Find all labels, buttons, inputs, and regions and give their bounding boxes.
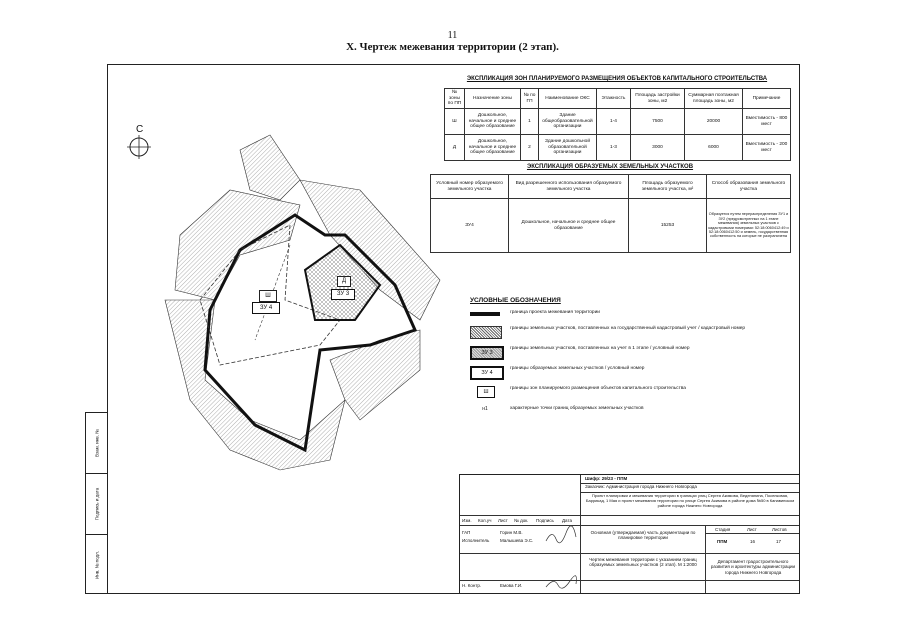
table1-title: ЭКСПЛИКАЦИЯ ЗОН ПЛАНИРУЕМОГО РАЗМЕЩЕНИЯ ОБЪЕКТОВ КАПИТАЛЬНОГО СТРОИТЕЛЬСТВА <box>466 76 768 82</box>
tb-stage-header: Стадия <box>715 527 731 532</box>
cell: Здание общеобразовательной организации <box>539 109 597 135</box>
tb-sheets-value: 17 <box>776 539 782 544</box>
signature-mark <box>544 525 578 547</box>
cell: 20000 <box>685 109 743 135</box>
cell: Здание дошкольной образовательной организации <box>539 135 597 161</box>
tb-name-control: Емова Г.И. <box>500 583 523 588</box>
legend-point-symbol: н1 <box>482 406 488 412</box>
cell: 2 <box>521 135 539 161</box>
tb-sheets-header: Листов <box>772 527 787 532</box>
legend-item <box>470 310 760 320</box>
legend-title: УСЛОВНЫЕ ОБОЗНАЧЕНИЯ <box>470 297 561 304</box>
cell: Образуется путем перераспределения ЗУ1 и ЗУ2 (предусмотренных на 1 этапе межевания) земельных участков с кадастровыми номерами: 52:18:0060412:49 и 52:18:0060412:50 и земель, государственная собственность на которые не разграничена <box>707 199 791 253</box>
cell: 6000 <box>685 135 743 161</box>
legend-item <box>470 346 760 360</box>
tb-col-izm: Изм. <box>462 518 472 523</box>
table-row <box>445 135 791 161</box>
cell: Дошкольное, начальное и среднее общее образование <box>465 109 521 135</box>
th-purpose: Назначение зоны <box>465 89 521 109</box>
legend-zu3-symbol: ЗУ 3 <box>470 346 504 360</box>
zone-school-label: Ш <box>259 290 277 302</box>
legend-text: границы земельных участков, поставленных на учет в 1 этапе / условный номер <box>510 346 690 351</box>
tb-name-gap: Горин М.В. <box>500 530 523 535</box>
tb-drawing: Чертеж межевания территории с указанием границ образуемых земельных участков (2 этап). М 1:2000 <box>589 557 697 568</box>
signature-mark <box>544 575 578 591</box>
tb-role-gap: ГАП <box>462 530 471 535</box>
th-gp-no: № по ГП <box>521 89 539 109</box>
plot-zu4-label: ЗУ 4 <box>252 302 280 314</box>
tb-role-exec: Исполнитель <box>462 538 490 543</box>
th-zone-no: № зоны по ПП <box>445 89 465 109</box>
tb-col-koluch: Кол.уч <box>478 518 492 523</box>
cell: 1-4 <box>597 109 631 135</box>
th-floors: Этажность <box>597 89 631 109</box>
legend-zu4-symbol: ЗУ 4 <box>470 366 504 380</box>
legend-item <box>470 366 760 380</box>
legend-text: границы земельных участков, поставленных на государственный кадастровый учет / кадастровый номер <box>510 326 746 331</box>
table-plots <box>430 174 791 253</box>
legend-project-boundary-swatch <box>470 312 500 316</box>
parcel-north-small <box>240 135 300 200</box>
stamp-inv-original: Инв. № подл. <box>94 550 100 579</box>
th-plot-no: Условный номер образуемого земельного участка <box>431 175 509 199</box>
tb-name-exec: Малышева Э.С. <box>500 538 534 543</box>
tb-col-signature: Подпись <box>536 518 554 523</box>
cell: Дошкольное, начальное и среднее общее образование <box>509 199 629 253</box>
page-number: 11 <box>447 30 458 41</box>
cell: 1 <box>521 109 539 135</box>
legend-text: граница проекта межевания территории <box>510 310 600 315</box>
tb-col-doc: № док. <box>514 518 529 523</box>
legend-item <box>470 406 760 420</box>
cell: 15253 <box>629 199 707 253</box>
table2-title: ЭКСПЛИКАЦИЯ ОБРАЗУЕМЫХ ЗЕМЕЛЬНЫХ УЧАСТКОВ <box>526 164 694 170</box>
table-row <box>431 199 791 253</box>
legend-cadastral-swatch <box>470 326 502 339</box>
legend-text: границы зон планируемого размещения объектов капитального строительства <box>510 386 686 391</box>
th-note: Примечание <box>743 89 791 109</box>
table-zones <box>444 88 791 161</box>
cell: 3000 <box>631 135 685 161</box>
north-label: С <box>136 124 144 135</box>
th-usage: Вид разрешенного использования образуемого земельного участка <box>509 175 629 199</box>
tb-project: Проект планировки и межевания территории в границах улиц Сергея Акимова, Веденяпина, Поселковая, Баррикад, 1 Мая и проект межевания территории по улице Сергея Акимова в районе дома №50 в Канавинском районе города Нижнего Новгорода <box>585 493 795 508</box>
legend-item <box>470 386 760 400</box>
section-title: X. Чертеж межевания территории (2 этап). <box>346 41 559 53</box>
cell: Вместимость - 200 мест <box>743 135 791 161</box>
legend-text: характерные точки границ образуемых земельных участков <box>510 406 644 411</box>
tb-col-date: Дата <box>562 518 572 523</box>
th-build-area: Площадь застройки зоны, м2 <box>631 89 685 109</box>
cell: Ш <box>445 109 465 135</box>
th-total-area: Суммарная поэтажная площадь зоны, м2 <box>685 89 743 109</box>
th-plot-area: Площадь образуемого земельного участка, м² <box>629 175 707 199</box>
tb-customer: Заказчик: Администрация города Нижнего Новгорода <box>585 484 697 489</box>
tb-sheet-value: 16 <box>750 539 756 544</box>
plot-zu3-label: ЗУ 3 <box>331 289 355 300</box>
cell: Д <box>445 135 465 161</box>
legend-text: границы образуемых земельных участков / условный номер <box>510 366 645 371</box>
th-oks-name: Наименование ОКС <box>539 89 597 109</box>
parcel-hatched-west <box>175 190 300 300</box>
tb-role-control: Н. Контр. <box>462 583 482 588</box>
tb-code: Шифр: 29/23 - ППМ <box>585 476 628 481</box>
stamp-signature-date: Подпись и дата <box>94 487 100 521</box>
table-row <box>445 109 791 135</box>
tb-sheet-header: Лист <box>747 527 757 532</box>
th-method: Способ образования земельного участка <box>707 175 791 199</box>
legend-zone-symbol: Ш <box>477 386 495 398</box>
legend-item <box>470 326 760 340</box>
cell: ЗУ4 <box>431 199 509 253</box>
tb-part: Основная (утверждаемая) часть документации по планировке территории <box>590 530 696 541</box>
cell: 7500 <box>631 109 685 135</box>
title-block <box>459 474 799 593</box>
cell: 1-3 <box>597 135 631 161</box>
zone-kinder-label: Д <box>337 276 351 287</box>
stamp-replace-inv: Взам. инв. № <box>94 429 100 457</box>
cell: Дошкольное, начальное и среднее общее образование <box>465 135 521 161</box>
tb-col-list: Лист <box>498 518 508 523</box>
cell: Вместимость - 800 мест <box>743 109 791 135</box>
parcel-hatched-south <box>165 300 345 470</box>
tb-org: Департамент градостроительного развития и архитектуры администрации города Нижнего Новгорода <box>710 559 796 575</box>
tb-stage-value: ППМ <box>717 539 728 544</box>
